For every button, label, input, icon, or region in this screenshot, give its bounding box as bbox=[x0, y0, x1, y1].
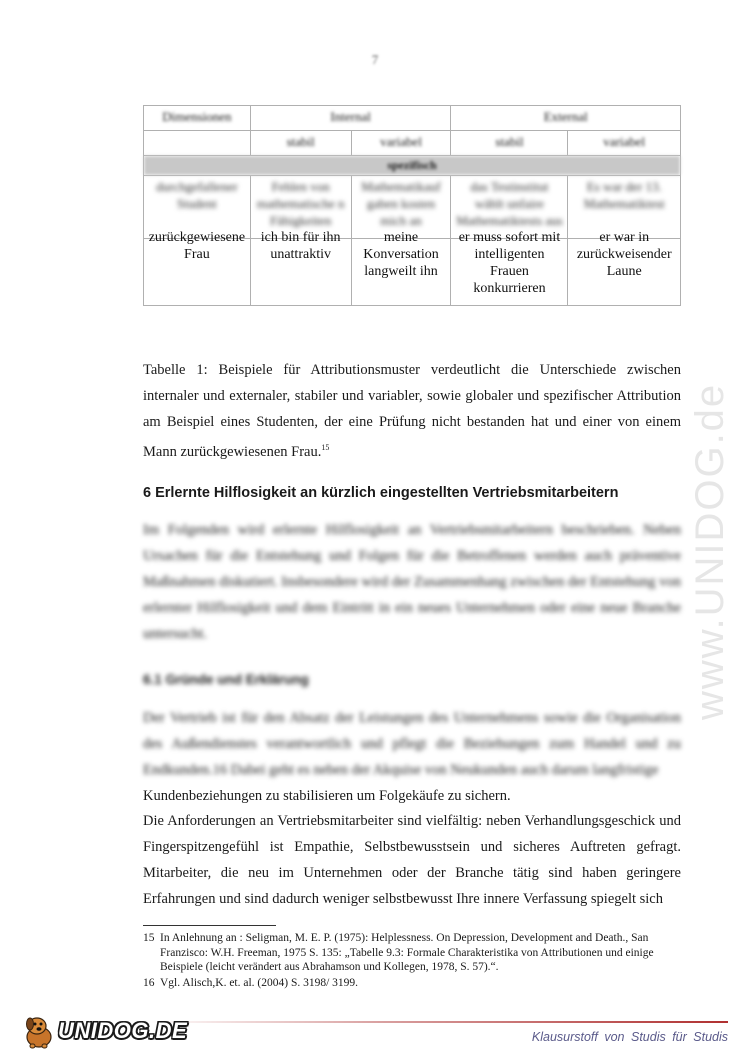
table-section-row bbox=[144, 156, 681, 176]
blurred-paragraph: Im Folgenden wird erlernte Hilflosigkeit an Vertriebsmitarbeitern beschrieben. Neben Ursachen für die Entstehung und Folgen für die Betroffenen werden auch präventive Maßnahmen diskutiert. Insbesondere wird der Zusammenhang zwischen der Entstehung von erlernter Hilflosigkeit und dem Eintritt in ein neues Unternehmen oder eine neue Branche untersucht. bbox=[143, 522, 681, 642]
table-cell bbox=[144, 230, 251, 306]
line-text: Kundenbeziehungen zu stabilisieren um Folgekäufe zu sichern. bbox=[143, 788, 511, 804]
table-cell-text: ich bin für ihn unattraktiv bbox=[260, 230, 341, 262]
table-cell: Mathematikauf gaben kosten mich an bbox=[351, 176, 451, 239]
section-heading: 6 Erlernte Hilflosigkeit an kürzlich eingestellten Vertriebsmitarbeitern bbox=[143, 485, 619, 501]
table-cell: Fehlen von mathematische n Fähigkeiten bbox=[250, 176, 351, 239]
watermark: www.UNIDOG.de bbox=[688, 382, 732, 720]
blurred-paragraph: Der Vertrieb ist für den Absatz der Leistungen des Unternehmens sowie die Organisation des Außendienstes verantwortlich und pflegt die Beziehungen zum Handel und zu Endkunden.16 Dabei geht es neben der Akquise von Neukunden auch darum langfristige bbox=[143, 710, 681, 778]
footnote-divider bbox=[143, 925, 276, 926]
table-header-cell: Internal bbox=[250, 106, 451, 131]
partially-blurred-line bbox=[143, 783, 681, 809]
table-cell: durchgefallener Student bbox=[144, 176, 251, 239]
subsection-heading: 6.1 Gründe und Erklärung bbox=[143, 672, 309, 687]
footnote-text: In Anlehnung an : Seligman, M. E. P. (1975): Helplessness. On Depression, Development and Death., San Franzisco: W.H. Freeman, 1975 S. 135: „Tabelle 9.3: Formale Charakteristika von Attributionen und einige Beispiele (leicht verändert aus Abrahamson und Kollegen, 1978, S. 57).“. bbox=[160, 932, 654, 973]
page-number: 7 bbox=[371, 52, 379, 67]
table-header-cell: variabel bbox=[351, 131, 451, 156]
table-cell bbox=[568, 230, 681, 306]
footer-tagline: Klausurstoff von Studis für Studis bbox=[531, 1030, 728, 1044]
table-header-cell: Dimensionen bbox=[144, 106, 251, 131]
logo-text: UNIDOG.DE bbox=[58, 1018, 188, 1043]
table-header-cell bbox=[144, 131, 251, 156]
table-cell bbox=[250, 230, 351, 306]
footnote-number: 15 bbox=[143, 932, 155, 944]
table-header-cell: stabil bbox=[250, 131, 351, 156]
footnote-text: Vgl. Alisch,K. et. al. (2004) S. 3198/ 3199. bbox=[160, 976, 359, 989]
table-header-cell: variabel bbox=[568, 131, 681, 156]
caption-text: Tabelle 1: Beispiele für Attributionsmuster verdeutlicht die Unterschiede zwischen internaler und externaler, stabiler und variabler, sowie globaler und spezifischer Attribution am Beispiel eines Studenten, der eine Prüfung nicht bestanden hat und einer von einem Mann zurückgewiesenen Frau. bbox=[143, 362, 681, 460]
table-row bbox=[144, 239, 681, 306]
table-row bbox=[144, 176, 681, 239]
table-header-row bbox=[144, 106, 681, 131]
attribution-table bbox=[143, 105, 681, 306]
unidog-logo[interactable] bbox=[22, 1012, 187, 1050]
table-cell: Es war der 13. Mathematiktest bbox=[568, 176, 681, 239]
table-cell-text: er war in zurückweisender Laune bbox=[576, 230, 672, 279]
table-header-cell: External bbox=[451, 106, 681, 131]
footnotes bbox=[143, 931, 683, 991]
table-subheader-row bbox=[144, 131, 681, 156]
footnote bbox=[143, 931, 683, 975]
body-paragraph: Die Anforderungen an Vertriebsmitarbeiter sind vielfältig: neben Verhandlungsgeschick und Fingerspitzengefühl ist Empathie, Selbstbewusstsein und sicheres Auftreten gefragt. Mitarbeiter, die neu im Unternehmen oder der Branche tätig sind haben geringere Erfahrungen und sind dadurch weniger selbstbewusst Ihre innere Verfassung spiegelt sich bbox=[143, 813, 681, 907]
footnote bbox=[143, 976, 683, 991]
table-cell: das Testinstitut wählt unfaire Mathematiktests aus bbox=[451, 176, 568, 239]
table-section-label: spezifisch bbox=[144, 156, 681, 176]
table-cell-text: zurückgewiesene Frau bbox=[148, 230, 246, 262]
dog-icon bbox=[22, 1013, 56, 1049]
footnote-ref: 15 bbox=[321, 443, 330, 452]
table-cell-text: meine Konversation langweilt ihn bbox=[363, 230, 439, 279]
footer-rule bbox=[148, 1021, 728, 1023]
table-cell bbox=[351, 230, 451, 306]
table-cell bbox=[451, 230, 568, 306]
table-header-cell: stabil bbox=[451, 131, 568, 156]
table-cell-text: er muss sofort mit intelligenten Frauen konkurrieren bbox=[458, 230, 561, 296]
footnote-number: 16 bbox=[143, 976, 155, 989]
table-caption bbox=[143, 357, 681, 465]
